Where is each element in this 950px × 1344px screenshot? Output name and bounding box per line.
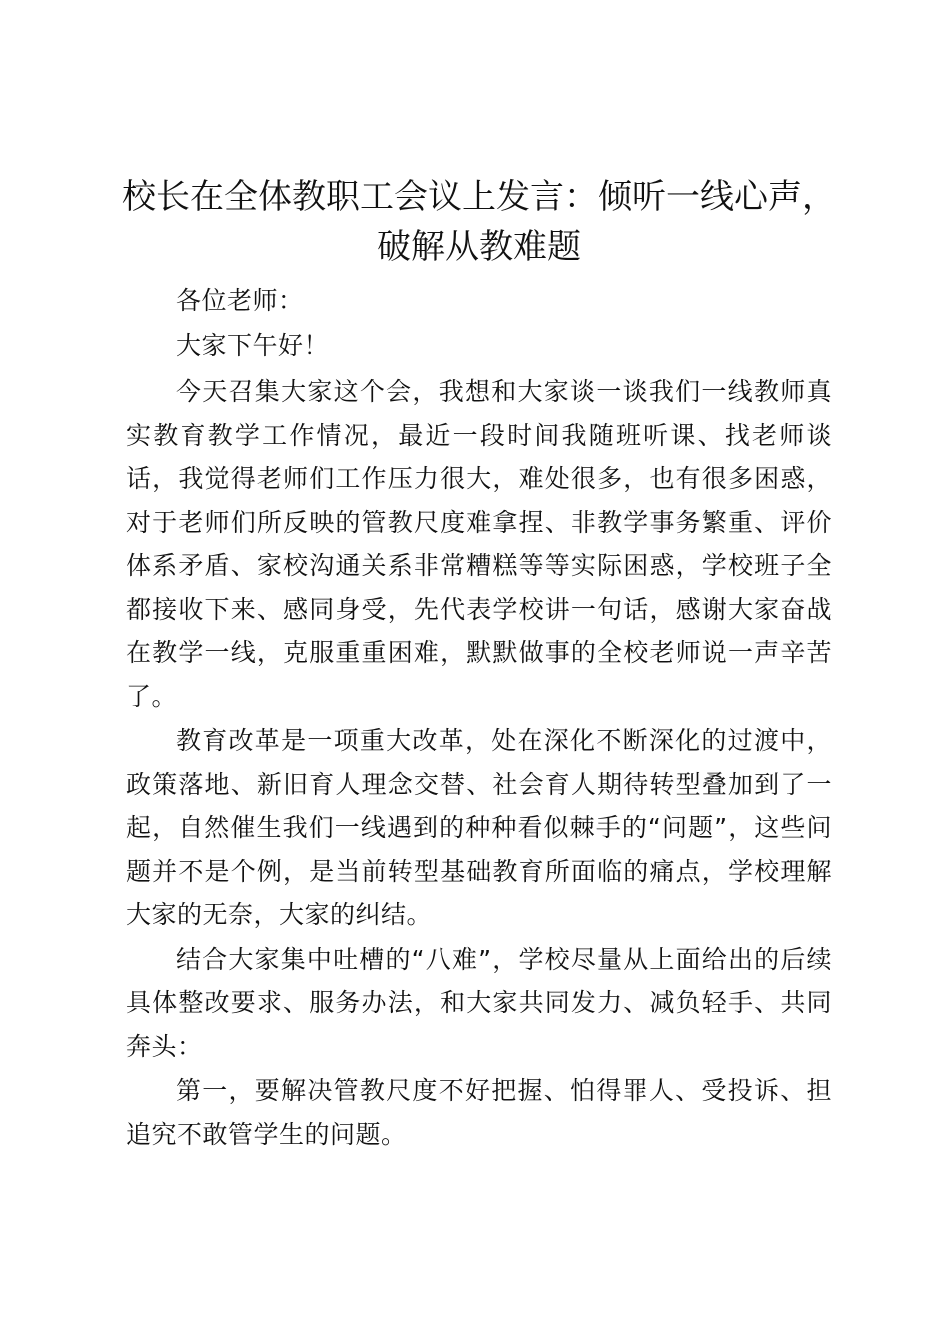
document-body — [126, 280, 832, 1157]
body-paragraph-3: 结合大家集中吐槽的“八难”，学校尽量从上面给出的后续具体整改要求、服务办法，和大家共同发力、减负轻手、共同奔头： — [126, 944, 832, 1061]
body-paragraph-2: 教育改革是一项重大改革，处在深化不断深化的过渡中，政策落地、新旧育人理念交替、社会育人期待转型叠加到了一起，自然催生我们一线遇到的种种看似棘手的“问题”，这些问题并不是个例，是当前转型基础教育所面临的痛点，学校理解大家的无奈，大家的纠结。 — [126, 726, 832, 929]
body-paragraph-4: 第一，要解决管教尺度不好把握、怕得罪人、受投诉、担追究不敢管学生的问题。 — [126, 1076, 832, 1149]
greeting-paragraph: 大家下午好！ — [176, 331, 330, 360]
salutation-paragraph: 各位老师： — [176, 286, 304, 315]
document-title: 校长在全体教职工会议上发言：倾听一线心声，破解从教难题 — [122, 177, 836, 267]
body-paragraph-1: 今天召集大家这个会，我想和大家谈一谈我们一线教师真实教育教学工作情况，最近一段时间我随班听课、找老师谈话，我觉得老师们工作压力很大，难处很多，也有很多困惑，对于老师们所反映的管教尺度难拿捏、非教学事务繁重、评价体系矛盾、家校沟通关系非常糟糕等等实际困惑，学校班子全都接收下来、感同身受，先代表学校讲一句话，感谢大家奋战在教学一线，克服重重困难，默默做事的全校老师说一声辛苦了。 — [126, 377, 832, 711]
